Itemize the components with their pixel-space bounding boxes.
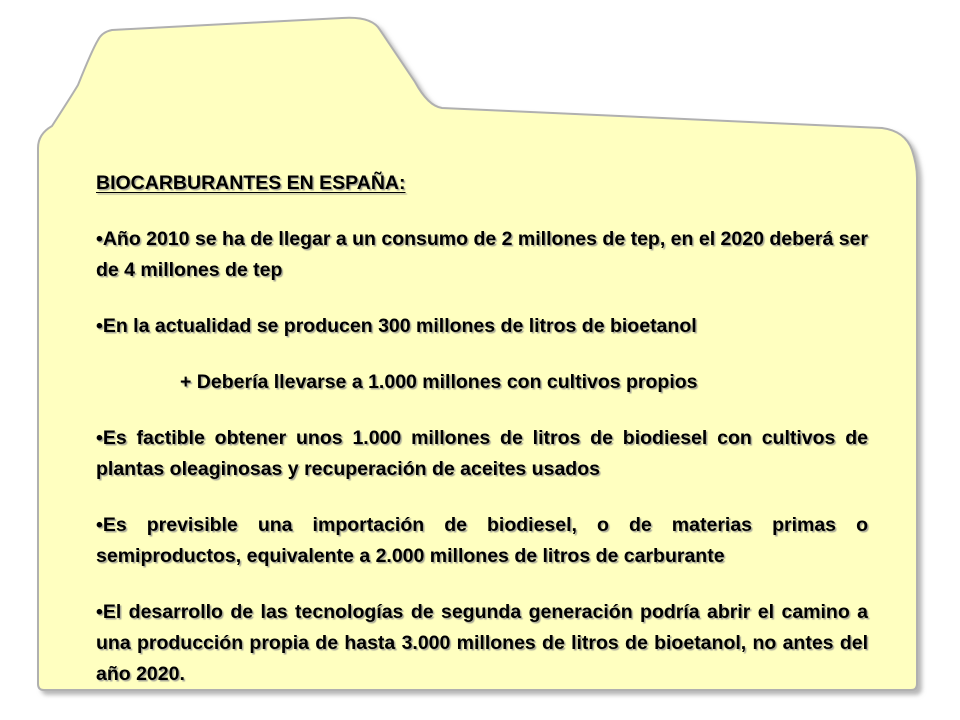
paragraph-second-generation: •El desarrollo de las tecnologías de segunda generación podría abrir el camino a una producción propia de hasta 3.000 millones de litros de bioetanol, no antes del año 2020. bbox=[96, 601, 868, 685]
paragraph-bioethanol-production: •En la actualidad se producen 300 millones de litros de bioetanol bbox=[96, 315, 697, 337]
paragraph-own-crops-target: + Debería llevarse a 1.000 millones con cultivos propios bbox=[180, 371, 698, 393]
paragraph-consumption-target: •Año 2010 se ha de llegar a un consumo de 2 millones de tep, en el 2020 deberá ser de 4 millones de tep bbox=[96, 228, 868, 281]
paragraph-biodiesel-import: •Es previsible una importación de biodiesel, o de materias primas o semiproductos, equivalente a 2.000 millones de litros de carburante bbox=[96, 514, 868, 567]
paragraph-biodiesel-production: •Es factible obtener unos 1.000 millones de litros de biodiesel con cultivos de plantas oleaginosas y recuperación de aceites usados bbox=[96, 427, 868, 480]
page-title bbox=[96, 168, 868, 199]
text-panel bbox=[96, 168, 868, 690]
page-title-text: BIOCARBURANTES EN ESPAÑA bbox=[96, 172, 399, 194]
page-title-colon: : bbox=[399, 172, 406, 194]
